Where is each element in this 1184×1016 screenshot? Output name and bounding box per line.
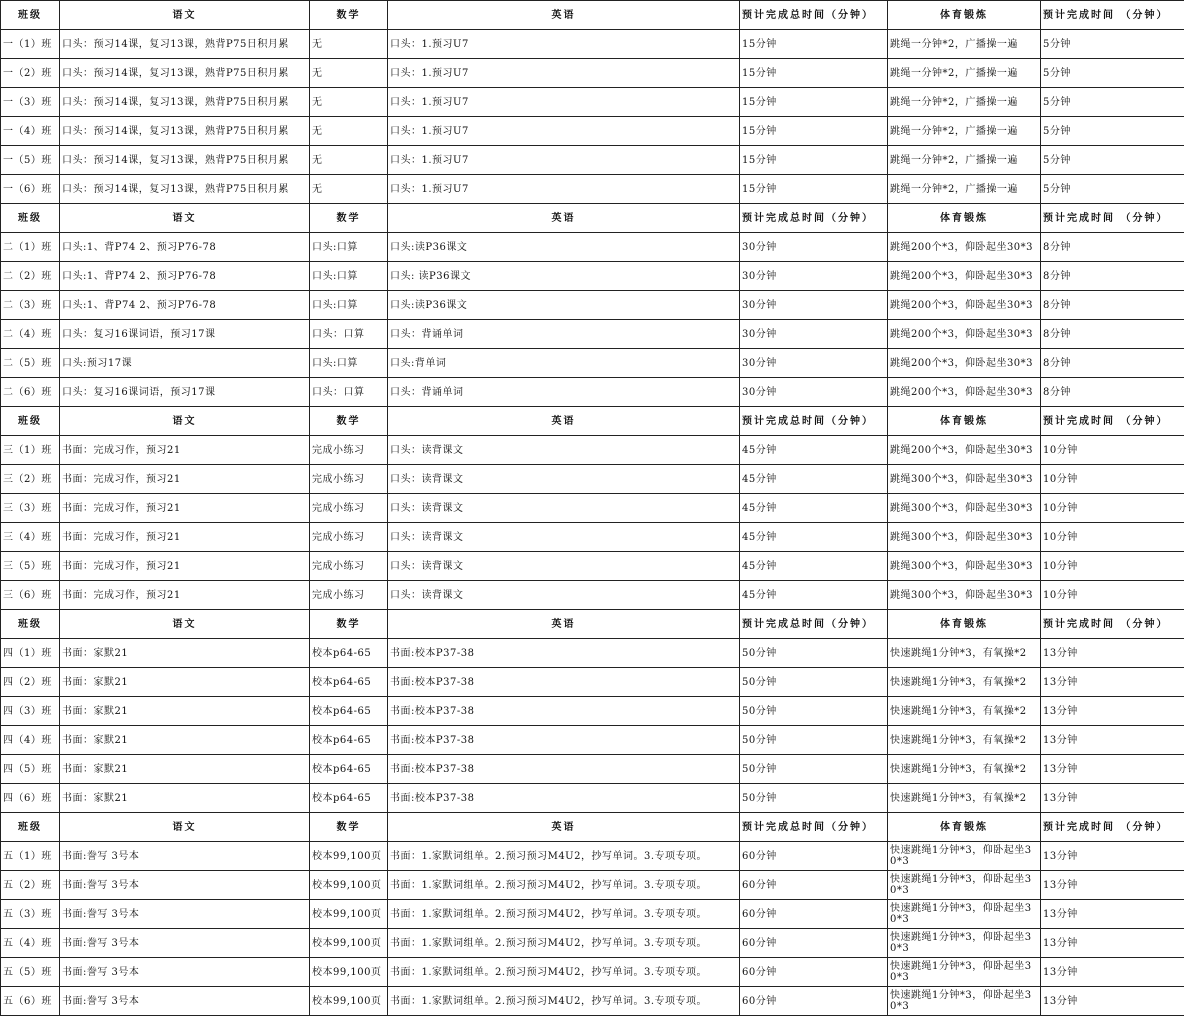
header-pe: 体育锻炼 <box>888 813 1041 842</box>
pe-cell: 跳绳200个*3，仰卧起坐30*3 <box>888 262 1041 291</box>
pe-time-cell: 5分钟 <box>1041 117 1184 146</box>
header-english: 英语 <box>388 610 740 639</box>
english-cell: 书面：1.家默词组单。2.预习预习M4U2，抄写单词。3.专项专项。 <box>388 871 740 900</box>
pe-time-cell: 13分钟 <box>1041 755 1184 784</box>
pe-cell: 快速跳绳1分钟*3，仰卧起坐30*3 <box>888 987 1041 1016</box>
total-time-cell: 15分钟 <box>740 117 888 146</box>
table-row <box>1 262 1184 291</box>
total-time-cell: 60分钟 <box>740 987 888 1016</box>
class-cell: 一（6）班 <box>1 175 60 204</box>
header-row <box>1 407 1184 436</box>
total-time-cell: 50分钟 <box>740 726 888 755</box>
table-row <box>1 291 1184 320</box>
class-cell: 三（4）班 <box>1 523 60 552</box>
english-cell: 书面：1.家默词组单。2.预习预习M4U2，抄写单词。3.专项专项。 <box>388 958 740 987</box>
table-row <box>1 987 1184 1016</box>
total-time-cell: 45分钟 <box>740 552 888 581</box>
class-cell: 三（1）班 <box>1 436 60 465</box>
english-cell: 口头：1.预习U7 <box>388 59 740 88</box>
header-pe: 体育锻炼 <box>888 1 1041 30</box>
class-cell: 二（6）班 <box>1 378 60 407</box>
english-cell: 口头：1.预习U7 <box>388 117 740 146</box>
pe-time-cell: 8分钟 <box>1041 291 1184 320</box>
english-cell: 书面:校本P37-38 <box>388 639 740 668</box>
total-time-cell: 15分钟 <box>740 59 888 88</box>
total-time-cell: 50分钟 <box>740 639 888 668</box>
pe-time-cell: 10分钟 <box>1041 523 1184 552</box>
total-time-cell: 60分钟 <box>740 958 888 987</box>
english-cell: 口头:背单词 <box>388 349 740 378</box>
pe-time-cell: 13分钟 <box>1041 929 1184 958</box>
math-cell: 口头:口算 <box>310 291 388 320</box>
table-row <box>1 842 1184 871</box>
total-time-cell: 30分钟 <box>740 233 888 262</box>
pe-cell: 快速跳绳1分钟*3，有氧操*2 <box>888 668 1041 697</box>
pe-time-cell: 8分钟 <box>1041 349 1184 378</box>
math-cell: 校本99,100页 <box>310 842 388 871</box>
header-chinese: 语文 <box>60 407 310 436</box>
pe-cell: 跳绳300个*3，仰卧起坐30*3 <box>888 523 1041 552</box>
class-cell: 二（5）班 <box>1 349 60 378</box>
total-time-cell: 15分钟 <box>740 88 888 117</box>
math-cell: 校本99,100页 <box>310 900 388 929</box>
pe-time-cell: 13分钟 <box>1041 842 1184 871</box>
english-cell: 口头：读背课文 <box>388 494 740 523</box>
english-cell: 书面：1.家默词组单。2.预习预习M4U2，抄写单词。3.专项专项。 <box>388 900 740 929</box>
header-row <box>1 610 1184 639</box>
english-cell: 口头:读P36课文 <box>388 233 740 262</box>
table-row <box>1 175 1184 204</box>
english-cell: 书面：1.家默词组单。2.预习预习M4U2，抄写单词。3.专项专项。 <box>388 987 740 1016</box>
math-cell: 完成小练习 <box>310 465 388 494</box>
chinese-cell: 口头：复习16课词语，预习17课 <box>60 320 310 349</box>
pe-cell: 跳绳300个*3，仰卧起坐30*3 <box>888 465 1041 494</box>
header-math: 数学 <box>310 813 388 842</box>
table-row <box>1 436 1184 465</box>
pe-cell: 快速跳绳1分钟*3，有氧操*2 <box>888 726 1041 755</box>
header-pe: 体育锻炼 <box>888 610 1041 639</box>
class-cell: 五（2）班 <box>1 871 60 900</box>
header-math: 数学 <box>310 407 388 436</box>
total-time-cell: 60分钟 <box>740 871 888 900</box>
pe-cell: 快速跳绳1分钟*3，有氧操*2 <box>888 784 1041 813</box>
table-row <box>1 146 1184 175</box>
class-cell: 二（3）班 <box>1 291 60 320</box>
class-cell: 五（3）班 <box>1 900 60 929</box>
table-row <box>1 726 1184 755</box>
pe-time-cell: 5分钟 <box>1041 30 1184 59</box>
english-cell: 书面:校本P37-38 <box>388 755 740 784</box>
total-time-cell: 45分钟 <box>740 523 888 552</box>
pe-cell: 跳绳一分钟*2，广播操一遍 <box>888 30 1041 59</box>
header-pe: 体育锻炼 <box>888 407 1041 436</box>
chinese-cell: 书面：家默21 <box>60 784 310 813</box>
pe-cell: 快速跳绳1分钟*3，有氧操*2 <box>888 639 1041 668</box>
english-cell: 口头：1.预习U7 <box>388 146 740 175</box>
header-class: 班级 <box>1 610 60 639</box>
math-cell: 校本99,100页 <box>310 987 388 1016</box>
math-cell: 校本p64-65 <box>310 697 388 726</box>
class-cell: 二（4）班 <box>1 320 60 349</box>
total-time-cell: 30分钟 <box>740 349 888 378</box>
chinese-cell: 书面：完成习作，预习21 <box>60 465 310 494</box>
math-cell: 口头:口算 <box>310 262 388 291</box>
table-row <box>1 697 1184 726</box>
pe-cell: 快速跳绳1分钟*3，仰卧起坐30*3 <box>888 958 1041 987</box>
class-cell: 三（2）班 <box>1 465 60 494</box>
header-pe: 体育锻炼 <box>888 204 1041 233</box>
pe-time-cell: 5分钟 <box>1041 88 1184 117</box>
english-cell: 口头: 读P36课文 <box>388 262 740 291</box>
english-cell: 书面:校本P37-38 <box>388 726 740 755</box>
pe-time-cell: 10分钟 <box>1041 581 1184 610</box>
table-row <box>1 30 1184 59</box>
pe-time-cell: 13分钟 <box>1041 668 1184 697</box>
english-cell: 口头：读背课文 <box>388 581 740 610</box>
header-english: 英语 <box>388 813 740 842</box>
pe-time-cell: 13分钟 <box>1041 639 1184 668</box>
chinese-cell: 口头：预习14课，复习13课，熟背P75日积月累 <box>60 59 310 88</box>
math-cell: 校本99,100页 <box>310 871 388 900</box>
header-chinese: 语文 <box>60 813 310 842</box>
english-cell: 口头：读背课文 <box>388 552 740 581</box>
total-time-cell: 50分钟 <box>740 784 888 813</box>
class-cell: 四（4）班 <box>1 726 60 755</box>
pe-time-cell: 8分钟 <box>1041 262 1184 291</box>
class-cell: 四（2）班 <box>1 668 60 697</box>
pe-time-cell: 10分钟 <box>1041 436 1184 465</box>
class-cell: 一（2）班 <box>1 59 60 88</box>
chinese-cell: 书面:誊写 3号本 <box>60 987 310 1016</box>
math-cell: 无 <box>310 59 388 88</box>
header-class: 班级 <box>1 204 60 233</box>
pe-time-cell: 10分钟 <box>1041 465 1184 494</box>
header-chinese: 语文 <box>60 610 310 639</box>
header-english: 英语 <box>388 407 740 436</box>
math-cell: 无 <box>310 88 388 117</box>
english-cell: 口头：背诵单词 <box>388 320 740 349</box>
math-cell: 无 <box>310 175 388 204</box>
pe-cell: 跳绳300个*3，仰卧起坐30*3 <box>888 581 1041 610</box>
class-cell: 五（5）班 <box>1 958 60 987</box>
math-cell: 完成小练习 <box>310 581 388 610</box>
pe-time-cell: 13分钟 <box>1041 784 1184 813</box>
pe-cell: 跳绳200个*3，仰卧起坐30*3 <box>888 291 1041 320</box>
table-row <box>1 320 1184 349</box>
class-cell: 一（1）班 <box>1 30 60 59</box>
chinese-cell: 书面：完成习作，预习21 <box>60 523 310 552</box>
pe-cell: 跳绳一分钟*2，广播操一遍 <box>888 59 1041 88</box>
english-cell: 口头：读背课文 <box>388 436 740 465</box>
pe-time-cell: 10分钟 <box>1041 552 1184 581</box>
header-english: 英语 <box>388 1 740 30</box>
english-cell: 书面:校本P37-38 <box>388 697 740 726</box>
english-cell: 口头：读背课文 <box>388 523 740 552</box>
math-cell: 完成小练习 <box>310 436 388 465</box>
pe-cell: 快速跳绳1分钟*3，有氧操*2 <box>888 697 1041 726</box>
class-cell: 四（1）班 <box>1 639 60 668</box>
pe-cell: 跳绳300个*3，仰卧起坐30*3 <box>888 494 1041 523</box>
pe-time-cell: 13分钟 <box>1041 958 1184 987</box>
class-cell: 五（6）班 <box>1 987 60 1016</box>
pe-cell: 跳绳200个*3，仰卧起坐30*3 <box>888 349 1041 378</box>
table-row <box>1 784 1184 813</box>
pe-time-cell: 8分钟 <box>1041 320 1184 349</box>
header-pe-time: 预计完成时间 （分钟） <box>1041 407 1184 436</box>
chinese-cell: 口头:1、背P74 2、预习P76-78 <box>60 262 310 291</box>
chinese-cell: 书面：家默21 <box>60 755 310 784</box>
pe-cell: 跳绳300个*3，仰卧起坐30*3 <box>888 552 1041 581</box>
math-cell: 完成小练习 <box>310 552 388 581</box>
math-cell: 口头：口算 <box>310 378 388 407</box>
pe-cell: 跳绳200个*3，仰卧起坐30*3 <box>888 320 1041 349</box>
total-time-cell: 60分钟 <box>740 900 888 929</box>
table-row <box>1 523 1184 552</box>
class-cell: 二（2）班 <box>1 262 60 291</box>
header-class: 班级 <box>1 407 60 436</box>
english-cell: 口头：1.预习U7 <box>388 88 740 117</box>
pe-time-cell: 10分钟 <box>1041 494 1184 523</box>
pe-time-cell: 5分钟 <box>1041 175 1184 204</box>
english-cell: 口头:读P36课文 <box>388 291 740 320</box>
table-row <box>1 552 1184 581</box>
table-row <box>1 233 1184 262</box>
english-cell: 书面:校本P37-38 <box>388 784 740 813</box>
pe-time-cell: 13分钟 <box>1041 697 1184 726</box>
table-row <box>1 581 1184 610</box>
chinese-cell: 书面:誊写 3号本 <box>60 900 310 929</box>
pe-time-cell: 13分钟 <box>1041 726 1184 755</box>
total-time-cell: 60分钟 <box>740 842 888 871</box>
total-time-cell: 15分钟 <box>740 175 888 204</box>
math-cell: 口头:口算 <box>310 349 388 378</box>
math-cell: 完成小练习 <box>310 494 388 523</box>
header-english: 英语 <box>388 204 740 233</box>
math-cell: 无 <box>310 117 388 146</box>
class-cell: 一（3）班 <box>1 88 60 117</box>
table-row <box>1 378 1184 407</box>
chinese-cell: 书面:誊写 3号本 <box>60 958 310 987</box>
table-row <box>1 668 1184 697</box>
total-time-cell: 45分钟 <box>740 581 888 610</box>
math-cell: 口头:口算 <box>310 233 388 262</box>
chinese-cell: 口头:预习17课 <box>60 349 310 378</box>
chinese-cell: 口头：预习14课，复习13课，熟背P75日积月累 <box>60 175 310 204</box>
pe-cell: 跳绳一分钟*2，广播操一遍 <box>888 146 1041 175</box>
header-total-time: 预计完成总时间（分钟） <box>740 1 888 30</box>
math-cell: 无 <box>310 146 388 175</box>
math-cell: 校本p64-65 <box>310 755 388 784</box>
table-body <box>1 1 1184 1016</box>
math-cell: 校本p64-65 <box>310 639 388 668</box>
total-time-cell: 45分钟 <box>740 465 888 494</box>
chinese-cell: 书面：家默21 <box>60 697 310 726</box>
header-math: 数学 <box>310 1 388 30</box>
pe-cell: 跳绳200个*3，仰卧起坐30*3 <box>888 436 1041 465</box>
header-chinese: 语文 <box>60 204 310 233</box>
table-row <box>1 349 1184 378</box>
english-cell: 口头：读背课文 <box>388 465 740 494</box>
math-cell: 口头：口算 <box>310 320 388 349</box>
chinese-cell: 书面:誊写 3号本 <box>60 929 310 958</box>
pe-time-cell: 5分钟 <box>1041 59 1184 88</box>
chinese-cell: 书面：家默21 <box>60 668 310 697</box>
pe-cell: 跳绳200个*3，仰卧起坐30*3 <box>888 378 1041 407</box>
english-cell: 口头：背诵单词 <box>388 378 740 407</box>
class-cell: 三（5）班 <box>1 552 60 581</box>
header-pe-time: 预计完成时间 （分钟） <box>1041 204 1184 233</box>
header-pe-time: 预计完成时间 （分钟） <box>1041 610 1184 639</box>
math-cell: 校本p64-65 <box>310 726 388 755</box>
total-time-cell: 30分钟 <box>740 378 888 407</box>
total-time-cell: 30分钟 <box>740 262 888 291</box>
pe-cell: 跳绳一分钟*2，广播操一遍 <box>888 117 1041 146</box>
class-cell: 四（6）班 <box>1 784 60 813</box>
header-pe-time: 预计完成时间 （分钟） <box>1041 813 1184 842</box>
header-math: 数学 <box>310 204 388 233</box>
pe-time-cell: 13分钟 <box>1041 900 1184 929</box>
total-time-cell: 45分钟 <box>740 436 888 465</box>
table-row <box>1 88 1184 117</box>
chinese-cell: 书面：完成习作，预习21 <box>60 436 310 465</box>
header-total-time: 预计完成总时间（分钟） <box>740 610 888 639</box>
header-class: 班级 <box>1 1 60 30</box>
pe-time-cell: 8分钟 <box>1041 378 1184 407</box>
math-cell: 无 <box>310 30 388 59</box>
chinese-cell: 口头：预习14课，复习13课，熟背P75日积月累 <box>60 117 310 146</box>
math-cell: 校本p64-65 <box>310 668 388 697</box>
table-row <box>1 59 1184 88</box>
english-cell: 口头：1.预习U7 <box>388 175 740 204</box>
table-row <box>1 958 1184 987</box>
header-row <box>1 1 1184 30</box>
class-cell: 四（5）班 <box>1 755 60 784</box>
header-chinese: 语文 <box>60 1 310 30</box>
pe-cell: 快速跳绳1分钟*3，仰卧起坐30*3 <box>888 929 1041 958</box>
header-total-time: 预计完成总时间（分钟） <box>740 407 888 436</box>
pe-cell: 快速跳绳1分钟*3，仰卧起坐30*3 <box>888 842 1041 871</box>
pe-time-cell: 5分钟 <box>1041 146 1184 175</box>
table-row <box>1 465 1184 494</box>
header-class: 班级 <box>1 813 60 842</box>
table-row <box>1 755 1184 784</box>
total-time-cell: 15分钟 <box>740 30 888 59</box>
math-cell: 完成小练习 <box>310 523 388 552</box>
english-cell: 书面：1.家默词组单。2.预习预习M4U2，抄写单词。3.专项专项。 <box>388 929 740 958</box>
class-cell: 三（3）班 <box>1 494 60 523</box>
chinese-cell: 书面:誊写 3号本 <box>60 871 310 900</box>
total-time-cell: 45分钟 <box>740 494 888 523</box>
table-row <box>1 494 1184 523</box>
chinese-cell: 书面：完成习作，预习21 <box>60 552 310 581</box>
table-row <box>1 900 1184 929</box>
pe-cell: 跳绳200个*3，仰卧起坐30*3 <box>888 233 1041 262</box>
total-time-cell: 30分钟 <box>740 291 888 320</box>
chinese-cell: 口头：预习14课，复习13课，熟背P75日积月累 <box>60 146 310 175</box>
total-time-cell: 50分钟 <box>740 755 888 784</box>
english-cell: 书面:校本P37-38 <box>388 668 740 697</box>
table-row <box>1 871 1184 900</box>
header-total-time: 预计完成总时间（分钟） <box>740 204 888 233</box>
math-cell: 校本99,100页 <box>310 929 388 958</box>
pe-time-cell: 13分钟 <box>1041 987 1184 1016</box>
class-cell: 四（3）班 <box>1 697 60 726</box>
pe-cell: 跳绳一分钟*2，广播操一遍 <box>888 88 1041 117</box>
total-time-cell: 30分钟 <box>740 320 888 349</box>
chinese-cell: 书面:誊写 3号本 <box>60 842 310 871</box>
chinese-cell: 口头：预习14课，复习13课，熟背P75日积月累 <box>60 30 310 59</box>
pe-cell: 快速跳绳1分钟*3，仰卧起坐30*3 <box>888 871 1041 900</box>
header-row <box>1 204 1184 233</box>
english-cell: 书面：1.家默词组单。2.预习预习M4U2，抄写单词。3.专项专项。 <box>388 842 740 871</box>
chinese-cell: 口头：复习16课词语，预习17课 <box>60 378 310 407</box>
table-row <box>1 639 1184 668</box>
chinese-cell: 口头：预习14课，复习13课，熟背P75日积月累 <box>60 88 310 117</box>
pe-time-cell: 13分钟 <box>1041 871 1184 900</box>
total-time-cell: 50分钟 <box>740 668 888 697</box>
class-cell: 五（1）班 <box>1 842 60 871</box>
class-cell: 五（4）班 <box>1 929 60 958</box>
pe-cell: 跳绳一分钟*2，广播操一遍 <box>888 175 1041 204</box>
total-time-cell: 60分钟 <box>740 929 888 958</box>
header-pe-time: 预计完成时间 （分钟） <box>1041 1 1184 30</box>
chinese-cell: 书面：完成习作，预习21 <box>60 494 310 523</box>
chinese-cell: 口头:1、背P74 2、预习P76-78 <box>60 233 310 262</box>
total-time-cell: 15分钟 <box>740 146 888 175</box>
total-time-cell: 50分钟 <box>740 697 888 726</box>
class-cell: 一（5）班 <box>1 146 60 175</box>
header-row <box>1 813 1184 842</box>
pe-cell: 快速跳绳1分钟*3，有氧操*2 <box>888 755 1041 784</box>
english-cell: 口头：1.预习U7 <box>388 30 740 59</box>
chinese-cell: 书面：完成习作，预习21 <box>60 581 310 610</box>
chinese-cell: 书面：家默21 <box>60 726 310 755</box>
class-cell: 一（4）班 <box>1 117 60 146</box>
pe-time-cell: 8分钟 <box>1041 233 1184 262</box>
header-math: 数学 <box>310 610 388 639</box>
math-cell: 校本99,100页 <box>310 958 388 987</box>
class-cell: 二（1）班 <box>1 233 60 262</box>
header-total-time: 预计完成总时间（分钟） <box>740 813 888 842</box>
chinese-cell: 口头:1、背P74 2、预习P76-78 <box>60 291 310 320</box>
table-row <box>1 929 1184 958</box>
table-row <box>1 117 1184 146</box>
pe-cell: 快速跳绳1分钟*3，仰卧起坐30*3 <box>888 900 1041 929</box>
chinese-cell: 书面：家默21 <box>60 639 310 668</box>
class-cell: 三（6）班 <box>1 581 60 610</box>
math-cell: 校本p64-65 <box>310 784 388 813</box>
